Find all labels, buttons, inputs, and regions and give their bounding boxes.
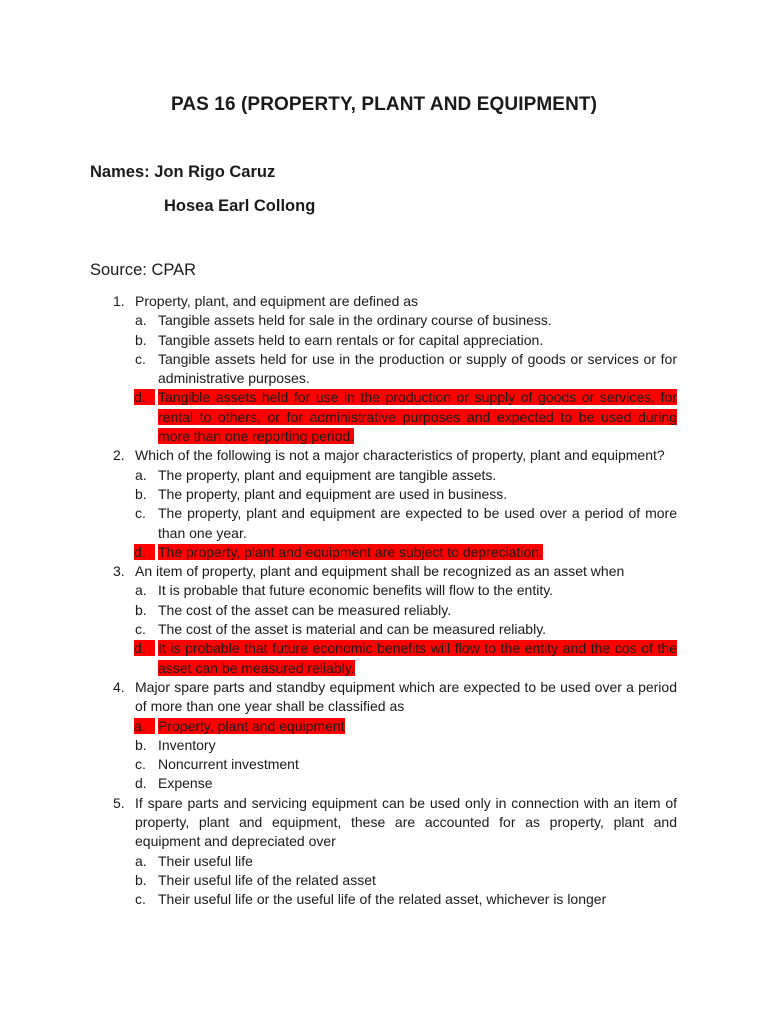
option-b bbox=[0, 485, 768, 504]
option-list bbox=[0, 717, 768, 794]
option-letter: b. bbox=[135, 331, 147, 348]
option-letter: a. bbox=[135, 582, 147, 599]
option-a bbox=[0, 311, 768, 330]
option-letter bbox=[134, 388, 154, 407]
option-d bbox=[0, 774, 768, 793]
option-letter-highlight: a. bbox=[134, 718, 155, 734]
option-c bbox=[0, 350, 768, 389]
question-5 bbox=[0, 794, 768, 910]
option-text bbox=[158, 717, 677, 736]
option-a bbox=[0, 581, 768, 600]
option-letter: c. bbox=[135, 756, 146, 773]
option-letter bbox=[134, 543, 154, 562]
option-text: The cost of the asset is material and can be measured reliably. bbox=[158, 621, 547, 638]
option-letter: a. bbox=[135, 312, 147, 329]
option-a bbox=[0, 466, 768, 485]
option-text: Expense bbox=[158, 775, 213, 792]
option-text: Inventory bbox=[158, 736, 216, 753]
option-letter-highlight: d. bbox=[134, 544, 155, 560]
question-number: 5. bbox=[113, 794, 125, 811]
option-c bbox=[0, 755, 768, 774]
question-4 bbox=[0, 678, 768, 794]
question-1 bbox=[0, 292, 768, 446]
option-d-highlighted bbox=[0, 639, 768, 678]
option-text: Their useful life of the related asset bbox=[158, 871, 376, 888]
question-text: Which of the following is not a major characteristics of property, plant and equipment? bbox=[135, 447, 665, 464]
source-line: Source: CPAR bbox=[90, 261, 197, 279]
option-letter: b. bbox=[135, 601, 147, 618]
option-letter: a. bbox=[135, 852, 147, 869]
option-text: Their useful life bbox=[158, 852, 253, 869]
option-b bbox=[0, 736, 768, 755]
question-list bbox=[0, 292, 768, 910]
question-number: 4. bbox=[113, 678, 125, 695]
option-text: Tangible assets held for use in the production or supply of goods or services or for administrative purposes. bbox=[158, 350, 677, 387]
option-letter bbox=[134, 717, 154, 736]
option-text: The property, plant and equipment are tangible assets. bbox=[158, 466, 497, 483]
option-b bbox=[0, 331, 768, 350]
document-title: PAS 16 (PROPERTY, PLANT AND EQUIPMENT) bbox=[170, 94, 598, 115]
question-text: Property, plant, and equipment are defined as bbox=[135, 293, 419, 309]
option-letter: c. bbox=[135, 621, 146, 638]
option-c bbox=[0, 504, 768, 543]
names-line: Names: Jon Rigo Caruz bbox=[90, 163, 276, 181]
option-letter: b. bbox=[135, 871, 147, 888]
option-letter: b. bbox=[135, 736, 147, 753]
option-letter-highlight: d. bbox=[134, 640, 155, 656]
answer-highlight: Property, plant and equipment bbox=[158, 717, 345, 734]
option-list bbox=[0, 311, 768, 446]
answer-highlight: Tangible assets held for use in the production or supply of goods or services, for rental to others, or for administrative purposes and expected to be used during more than one reporting period. bbox=[158, 389, 677, 445]
option-text: Tangible assets held to earn rentals or for capital appreciation. bbox=[158, 331, 544, 348]
option-letter: c. bbox=[135, 350, 146, 367]
option-text: The property, plant and equipment are used in business. bbox=[158, 485, 508, 502]
option-b bbox=[0, 871, 768, 890]
question-number: 2. bbox=[113, 447, 125, 464]
question-3 bbox=[0, 562, 768, 678]
option-text: The property, plant and equipment are expected to be used over a period of more than one year. bbox=[158, 505, 677, 541]
option-c bbox=[0, 620, 768, 639]
option-text: Tangible assets held for sale in the ordinary course of business. bbox=[158, 312, 552, 329]
question-text: If spare parts and servicing equipment can be used only in connection with an item of property, plant and equipment, these are accounted for as property, plant and equipment and depreciated over bbox=[135, 794, 677, 850]
option-letter bbox=[134, 639, 154, 658]
question-text: Major spare parts and standby equipment which are expected to be used over a period of more than one year shall be classified as bbox=[135, 678, 677, 715]
second-name: Hosea Earl Collong bbox=[164, 197, 316, 215]
question-number: 3. bbox=[113, 563, 125, 580]
option-list bbox=[0, 581, 768, 677]
answer-highlight: The property, plant and equipment are subject to depreciation. bbox=[158, 543, 543, 560]
option-text: Noncurrent investment bbox=[158, 756, 299, 773]
option-text bbox=[158, 639, 677, 678]
option-a-highlighted bbox=[0, 717, 768, 736]
option-letter: d. bbox=[135, 775, 147, 792]
option-text bbox=[158, 543, 677, 562]
option-list bbox=[0, 466, 768, 562]
option-letter: c. bbox=[135, 891, 146, 908]
question-number: 1. bbox=[113, 293, 125, 309]
option-text: It is probable that future economic benefits will flow to the entity. bbox=[158, 582, 554, 599]
option-list bbox=[0, 852, 768, 910]
question-text: An item of property, plant and equipment shall be recognized as an asset when bbox=[135, 563, 625, 580]
option-letter: b. bbox=[135, 485, 147, 502]
option-letter-highlight: d. bbox=[134, 389, 155, 405]
option-letter: c. bbox=[135, 505, 146, 522]
option-d-highlighted bbox=[0, 388, 768, 446]
option-d-highlighted bbox=[0, 543, 768, 562]
question-2 bbox=[0, 446, 768, 562]
option-text bbox=[158, 388, 677, 446]
option-text: The cost of the asset can be measured reliably. bbox=[158, 601, 452, 618]
option-b bbox=[0, 601, 768, 620]
answer-highlight: It is probable that future economic benefits will flow to the entity and the cos of the asset can be measured reliably. bbox=[158, 640, 677, 676]
option-letter: a. bbox=[135, 466, 147, 483]
option-a bbox=[0, 852, 768, 871]
option-c bbox=[0, 890, 768, 909]
option-text: Their useful life or the useful life of the related asset, whichever is longer bbox=[158, 891, 607, 908]
